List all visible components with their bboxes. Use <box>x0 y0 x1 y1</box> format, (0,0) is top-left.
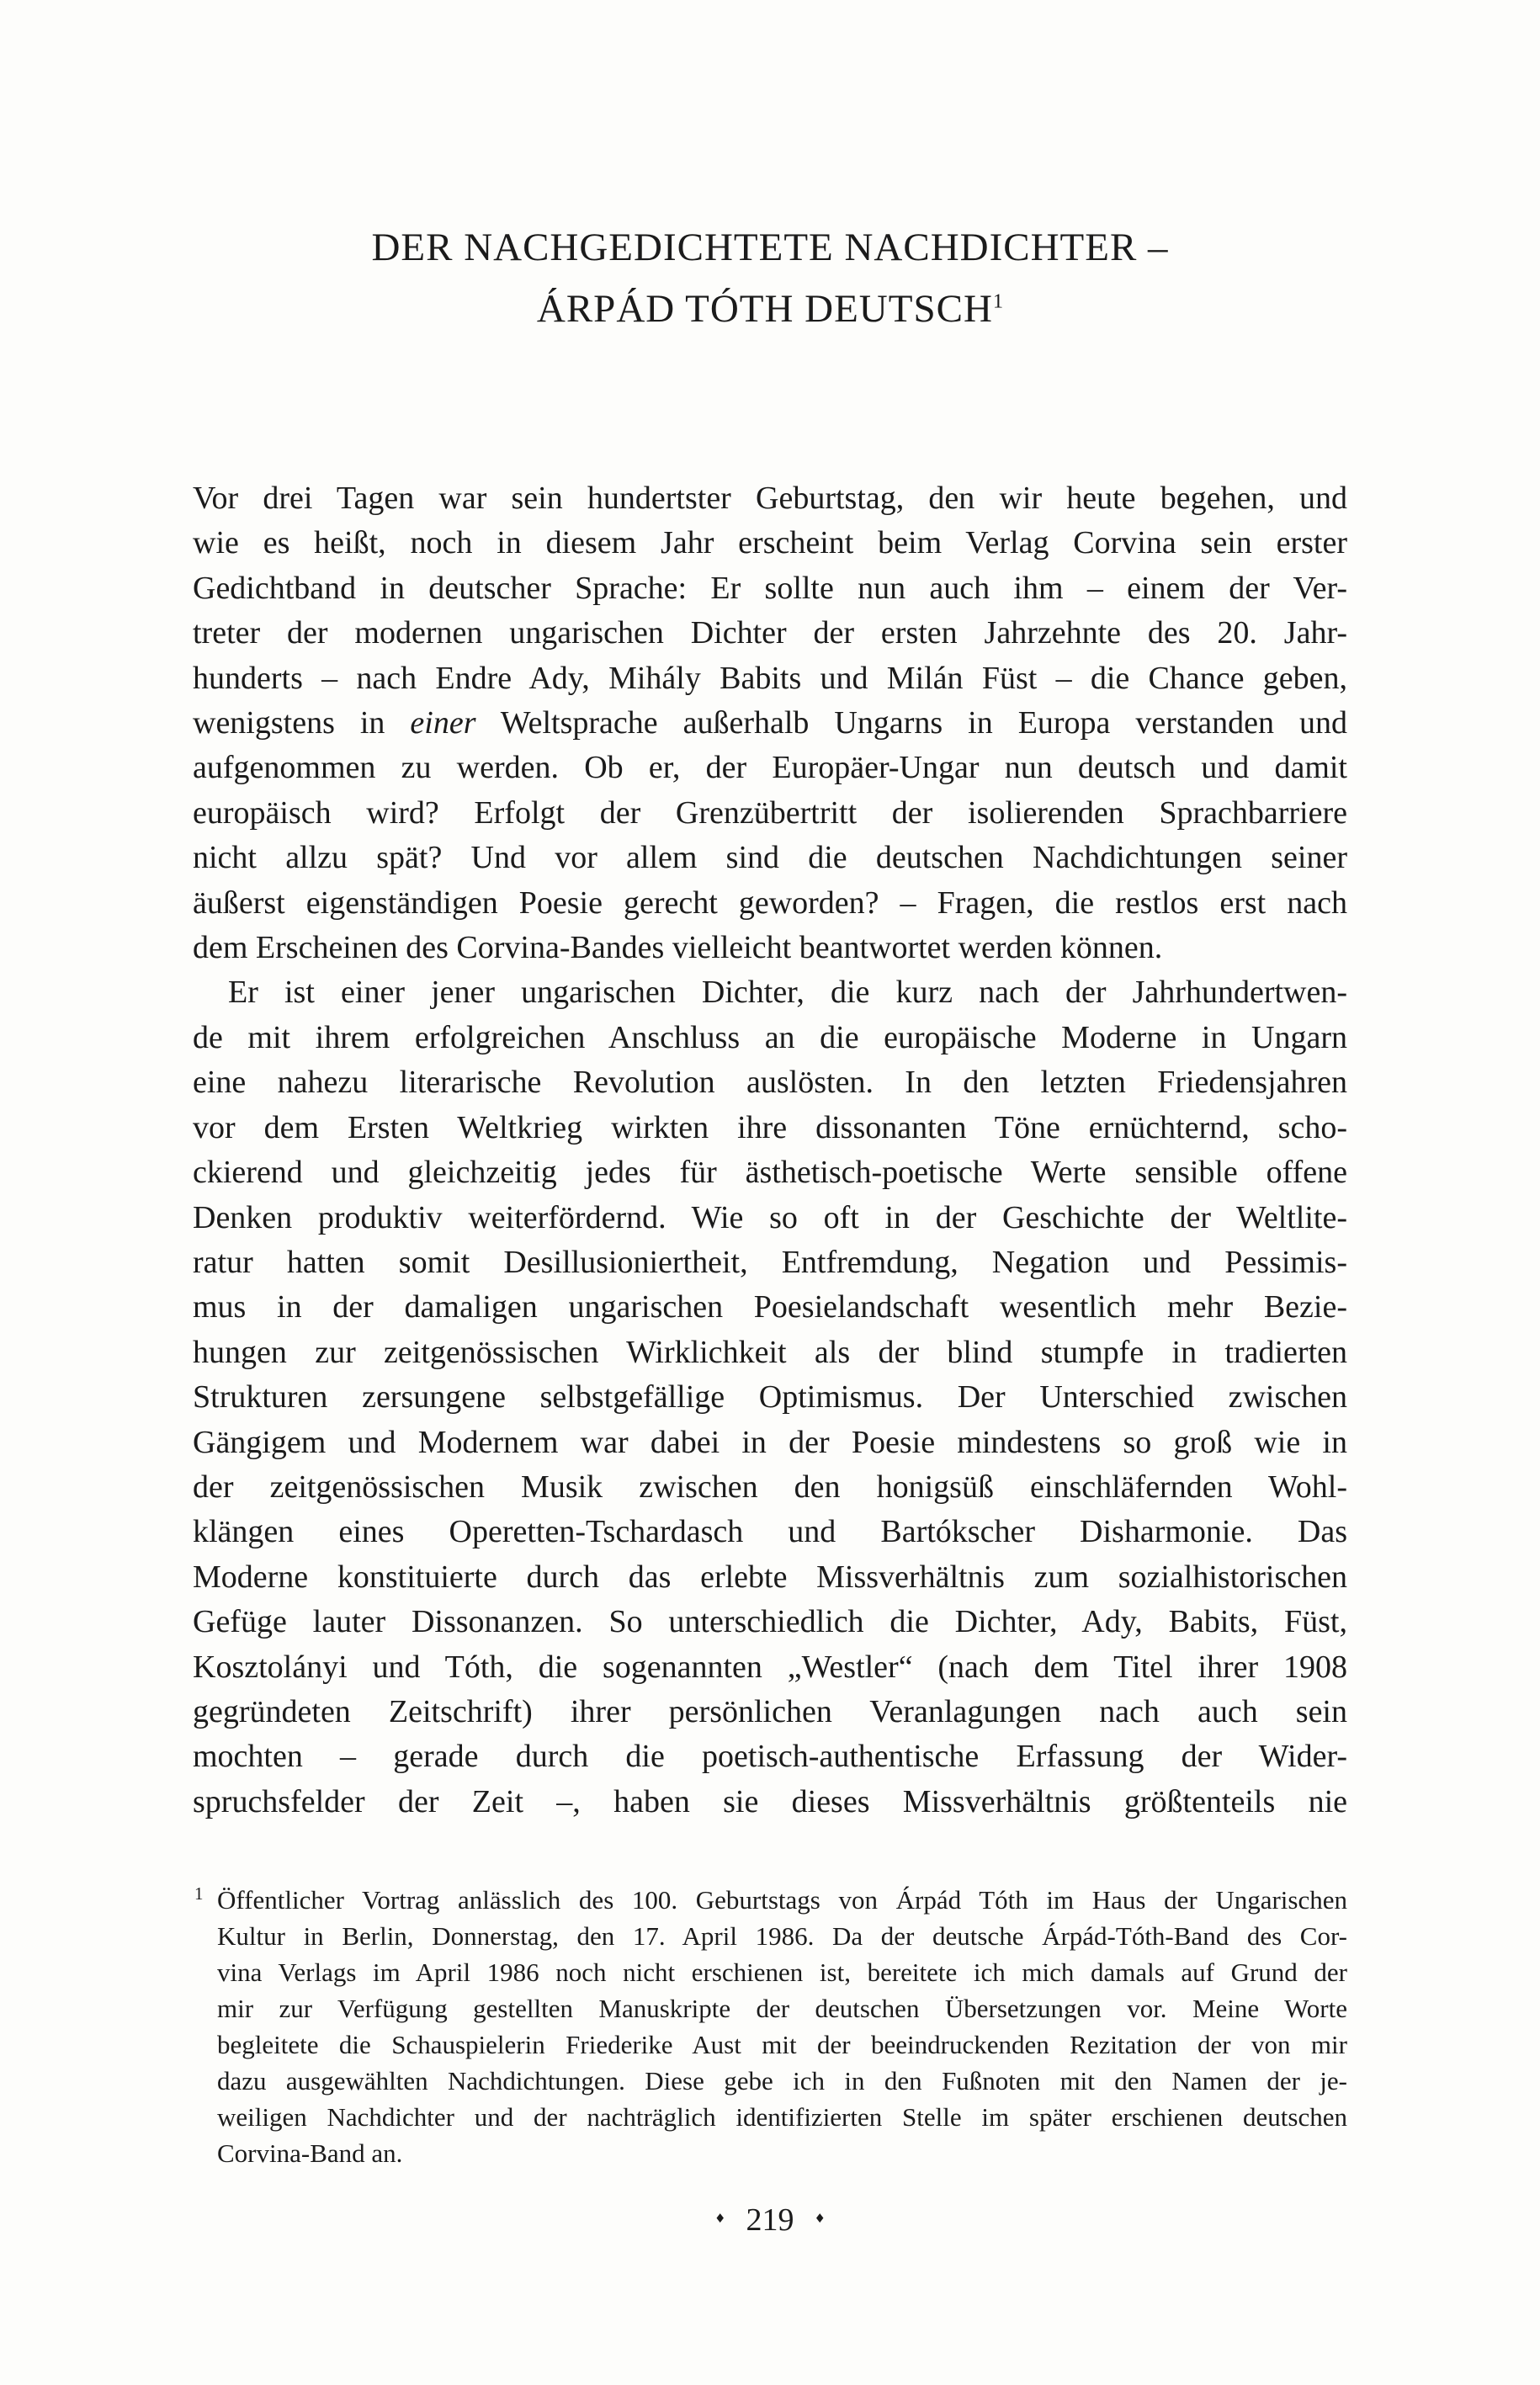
body-text-line: mochten – gerade durch die poetisch-authentische Erfassung der Wider- <box>193 1739 1347 1775</box>
body-text-line: wenigstens in einer Weltsprache außerhalb Ungarns in Europa verstanden und <box>193 705 1347 741</box>
page-number-ornament-right: ♦ <box>814 2210 826 2226</box>
body-text-line: de mit ihrem erfolgreichen Anschluss an die europäische Moderne in Ungarn <box>193 1019 1347 1055</box>
body-text-line: nicht allzu spät? Und vor allem sind die deutschen Nachdichtungen seiner <box>193 840 1347 876</box>
page-number <box>193 2202 1347 2242</box>
chapter-title <box>193 217 1347 340</box>
page-number-value: 219 <box>746 2202 794 2238</box>
body-text-line: wie es heißt, noch in diesem Jahr erscheint beim Verlag Corvina sein erster <box>193 525 1347 561</box>
body-text <box>193 476 1347 1825</box>
body-text-line: Gängigem und Modernem war dabei in der Poesie mindestens so groß wie in <box>193 1424 1347 1460</box>
body-text-line: Vor drei Tagen war sein hundertster Geburtstag, den wir heute begehen, und <box>193 481 1347 516</box>
footnote-line: mir zur Verfügung gestellten Manuskripte der deutschen Übersetzungen vor. Meine Worte <box>217 1994 1347 2023</box>
body-text-line: der zeitgenössischen Musik zwischen den honigsüß einschläfernden Wohl- <box>193 1469 1347 1505</box>
chapter-title-line1: DER NACHGEDICHTETE NACHDICHTER – <box>371 226 1169 269</box>
body-text-line: klängen eines Operetten-Tschardasch und Bartókscher Disharmonie. Das <box>193 1514 1347 1550</box>
body-text-line: treter der modernen ungarischen Dichter der ersten Jahrzehnte des 20. Jahr- <box>193 615 1347 651</box>
footnote <box>193 1882 1347 2171</box>
body-text-line: vor dem Ersten Weltkrieg wirkten ihre dissonanten Töne ernüchternd, scho- <box>193 1109 1347 1145</box>
footnote-text <box>193 1882 1347 2171</box>
body-text-line: Moderne konstituierte durch das erlebte Missverhältnis zum sozialhistorischen <box>193 1559 1347 1595</box>
chapter-title-line2-text: ÁRPÁD TÓTH DEUTSCH <box>536 287 993 331</box>
footnote-line: Corvina-Band an. <box>217 2138 403 2168</box>
body-text-line: äußerst eigenständigen Poesie gerecht geworden? – Fragen, die restlos erst nach <box>193 884 1347 921</box>
footnote-line: vina Verlags im April 1986 noch nicht erschienen ist, bereitete ich mich damals auf Grund der <box>217 1957 1347 1987</box>
footnote-reference: 1 <box>992 289 1004 313</box>
footnote-line: Öffentlicher Vortrag anlässlich des 100. Geburtstags von Árpád Tóth im Haus der Ungarischen <box>217 1885 1347 1915</box>
body-text-line: Strukturen zersungene selbstgefällige Optimismus. Der Unterschied zwischen <box>193 1379 1347 1416</box>
footnote-marker: 1 <box>194 1883 204 1904</box>
body-text-line: ratur hatten somit Desillusioniertheit, Entfremdung, Negation und Pessimis- <box>193 1244 1347 1280</box>
body-text-line: Er ist einer jener ungarischen Dichter, die kurz nach der Jahrhundertwen- <box>228 975 1347 1011</box>
body-text-line: hunderts – nach Endre Ady, Mihály Babits und Milán Füst – die Chance geben, <box>193 660 1347 696</box>
body-text-line: Gedichtband in deutscher Sprache: Er sollte nun auch ihm – einem der Ver- <box>193 570 1347 606</box>
body-text-line: gegründeten Zeitschrift) ihrer persönlichen Veranlagungen nach auch sein <box>193 1693 1347 1729</box>
body-text-line: aufgenommen zu werden. Ob er, der Europäer-Ungar nun deutsch und damit <box>193 750 1347 786</box>
body-text-line: eine nahezu literarische Revolution auslösten. In den letzten Friedensjahren <box>193 1065 1347 1101</box>
body-text-line: hungen zur zeitgenössischen Wirklichkeit als der blind stumpfe in tradierten <box>193 1334 1347 1370</box>
body-text-line: dem Erscheinen des Corvina-Bandes vielleicht beantwortet werden können. <box>193 930 1163 966</box>
footnote-line: begleitete die Schauspielerin Friederike Aust mit der beeindruckenden Rezitation der von mir <box>217 2030 1347 2059</box>
body-text-line: ckierend und gleichzeitig jedes für ästhetisch-poetische Werte sensible offene <box>193 1155 1347 1191</box>
body-text-line: Gefüge lauter Dissonanzen. So unterschiedlich die Dichter, Ady, Babits, Füst, <box>193 1604 1347 1640</box>
footnote-line: dazu ausgewählten Nachdichtungen. Diese gebe ich in den Fußnoten mit den Namen der je- <box>217 2066 1347 2096</box>
footnote-line: weiligen Nachdichter und der nachträglich identifizierten Stelle im später erschienen deutschen <box>217 2102 1347 2132</box>
body-text-line: mus in der damaligen ungarischen Poesielandschaft wesentlich mehr Bezie- <box>193 1289 1347 1325</box>
page-number-ornament-left: ♦ <box>714 2210 726 2226</box>
body-text-line: Kosztolányi und Tóth, die sogenannten „Westler“ (nach dem Titel ihrer 1908 <box>193 1649 1347 1685</box>
body-text-line: europäisch wird? Erfolgt der Grenzübertritt der isolierenden Sprachbarriere <box>193 794 1347 831</box>
chapter-title-line2 <box>193 279 1347 340</box>
footnote-line: Kultur in Berlin, Donnerstag, den 17. April 1986. Da der deutsche Árpád-Tóth-Band des Cor- <box>217 1921 1347 1951</box>
body-text-line: Denken produktiv weiterfördernd. Wie so oft in der Geschichte der Weltlite- <box>193 1199 1347 1235</box>
body-text-line: spruchsfelder der Zeit –, haben sie dieses Missverhältnis größtenteils nie <box>193 1783 1347 1819</box>
